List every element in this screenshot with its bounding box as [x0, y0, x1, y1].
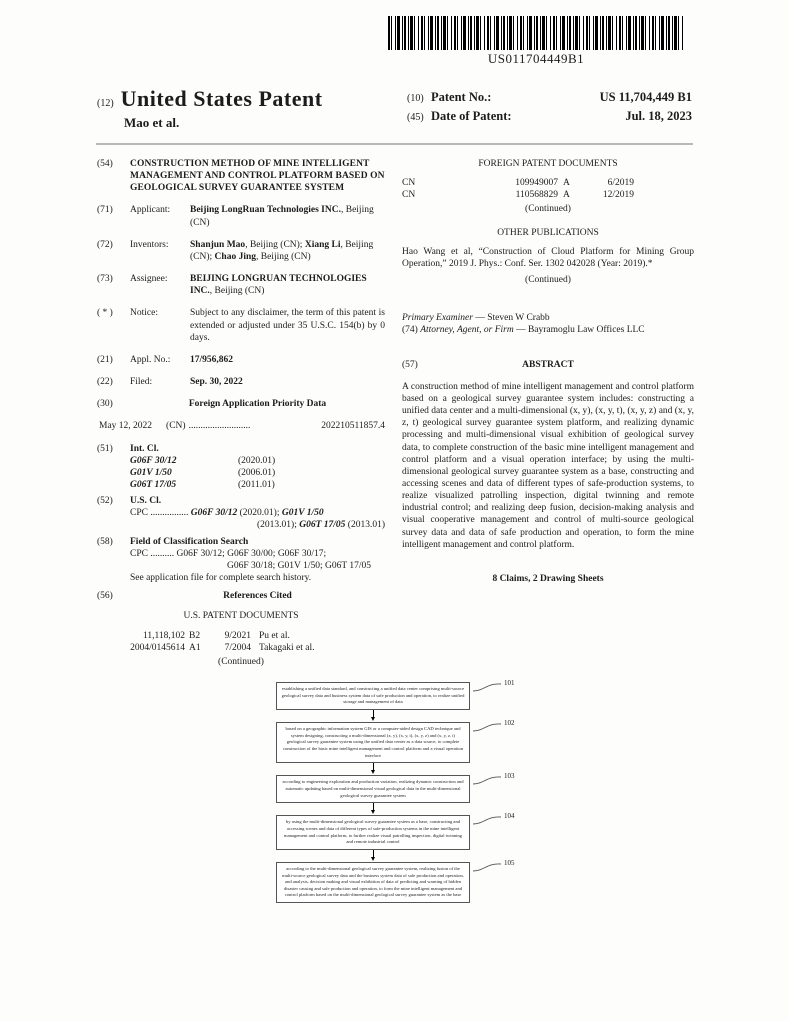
us-patent-docs-heading: U.S. PATENT DOCUMENTS: [183, 611, 299, 622]
ref-numeral: 104: [504, 812, 515, 821]
patent-no-value: US 11,704,449 B1: [599, 90, 692, 104]
priority-heading: Foreign Application Priority Data: [188, 399, 327, 410]
date-value: Jul. 18, 2023: [625, 109, 692, 123]
section-code: (56): [97, 591, 113, 602]
ref-number: 109949007: [515, 178, 558, 189]
other-pubs-heading: OTHER PUBLICATIONS: [497, 227, 599, 238]
section-code: (21): [97, 354, 113, 365]
flowchart-ref-104: [473, 813, 515, 825]
section-code: (73): [97, 274, 113, 285]
flowchart-step-102: [276, 718, 515, 763]
us-cl-heading: U.S. Cl.: [130, 496, 162, 507]
attorney-line: [402, 324, 694, 336]
leader-curve: [473, 860, 503, 872]
ref-date: 12/2019: [602, 190, 634, 201]
flowchart-box: according to engineering exploration and production variation, realizing dynamic construction and automatic updating based on multi-dimensional visual geological data in the multi-dimensional geological survey guarantee system: [276, 775, 470, 803]
ref-number: 110568829: [515, 190, 558, 201]
section-code: (54): [97, 159, 113, 169]
priority-dots: ..........................: [188, 421, 251, 432]
cpc-version: (2020.01);: [237, 508, 282, 519]
section-code: (72): [97, 239, 113, 250]
leader-curve: [473, 720, 503, 732]
filed-value: Sep. 30, 2022: [190, 377, 243, 388]
leader-curve: [473, 773, 503, 785]
foreign-patent-documents: [402, 158, 694, 216]
examiner-block: [402, 312, 694, 336]
us-reference-row: [97, 630, 385, 642]
field-search-line2: G06F 30/18; G01V 1/50; G06T 17/05: [226, 560, 371, 571]
inventor-location: , Beijing (CN);: [245, 239, 305, 250]
cpc-class: G06T 17/05: [299, 520, 346, 531]
down-arrow-icon: [276, 710, 470, 722]
attorney-label: Attorney, Agent, or Firm: [420, 325, 514, 336]
field-search-line1: [130, 548, 385, 560]
ref-number: 11,118,102: [142, 630, 185, 641]
cpc-class: G06F 30/12: [190, 508, 238, 519]
section-priority-30: [97, 398, 385, 410]
ref-kind: A: [563, 190, 570, 201]
section-code: (58): [97, 536, 113, 547]
appl-no-value: 17/956,862: [190, 354, 234, 365]
flowchart-step-105: [276, 858, 515, 903]
examiner-name: — Steven W Crabb: [472, 313, 550, 324]
cpc-dots: ..........: [150, 548, 175, 559]
abstract-heading-row: [402, 359, 694, 371]
us-cl-cpc-line2: [130, 519, 385, 531]
invention-title: CONSTRUCTION METHOD OF MINE INTELLIGENT MANAGEMENT AND CONTROL PLATFORM BASED ON GEOLOGICAL SURVEY GUARANTEE SYSTEM: [130, 159, 385, 194]
foreign-reference-row: [402, 189, 694, 201]
inventor-name: Chao Jing: [214, 251, 256, 262]
ref-date: 6/2019: [607, 178, 634, 189]
filed-label: Filed:: [130, 377, 153, 388]
section-code: (71): [97, 205, 113, 216]
flowchart-box: based on a geographic information system GIS or a computer-aided design CAD technique and system designing, constructing a multi-dimensional (x, y), (x, y, t), (x, y, z) and (x, y, z, t) geological survey guarantee system using the unified data center as a data source, to complete construction of the basic mine intelligent management and control platform and a visual operation interface: [276, 722, 470, 763]
ref-kind: B2: [189, 630, 201, 641]
flowchart-step-104: [276, 812, 515, 850]
cpc-classes: G06F 30/12; G06F 30/00; G06F 30/17;: [176, 548, 327, 559]
inventor-location: , Beijing (CN);: [190, 239, 374, 262]
page-title: United States Patent: [120, 86, 323, 111]
date-label: Date of Patent:: [431, 109, 512, 123]
attorney-code: (74): [402, 325, 421, 336]
flowchart-step-103: [276, 772, 515, 803]
section-appl-no-21: [97, 354, 385, 366]
assignee-label: Assignee:: [130, 274, 168, 285]
foreign-docs-heading: FOREIGN PATENT DOCUMENTS: [478, 159, 618, 169]
notice-text: Subject to any disclaimer, the term of this patent is extended or adjusted under 35 U.S.C. 154(b) by 0 days.: [190, 308, 385, 343]
int-cl-entry: [130, 479, 385, 491]
applicant-label: Applicant:: [130, 205, 171, 216]
applicant-location: , Beijing (CN): [190, 205, 374, 228]
ref-numeral: 105: [504, 858, 515, 867]
ref-country: CN: [402, 190, 416, 201]
cpc-class: G01V 1/50: [281, 508, 324, 519]
flowchart-ref-105: [473, 860, 515, 872]
ref-country: CN: [402, 178, 416, 189]
other-publications: [402, 227, 694, 287]
notice-label: Notice:: [130, 308, 158, 319]
section-int-cl-51: [97, 443, 385, 492]
int-cl-version: (2006.01): [238, 467, 276, 478]
inventor-location: , Beijing (CN): [256, 251, 311, 262]
flowchart-step-101: [276, 679, 515, 710]
flowchart-ref-103: [473, 773, 515, 785]
section-code: (22): [97, 377, 113, 388]
section-code: (30): [97, 399, 113, 410]
barcode-image: [388, 16, 684, 50]
foreign-reference-row: [402, 177, 694, 189]
section-code: ( * ): [97, 308, 113, 319]
date-code: (45): [407, 112, 424, 123]
assignee-value: [190, 273, 385, 297]
kind-code: (12): [97, 98, 114, 109]
us-reference-row: [97, 642, 385, 654]
left-column: [97, 158, 385, 668]
ref-kind: A: [563, 178, 570, 189]
section-title-54: [97, 158, 385, 194]
inventor-short-line: Mao et al.: [124, 115, 180, 130]
barcode-block: [388, 16, 684, 67]
barcode-text: US011704449B1: [487, 51, 585, 66]
section-code: (51): [97, 443, 113, 454]
header-right: [407, 86, 692, 131]
int-cl-version: (2020.01): [238, 455, 276, 466]
down-arrow-icon: [276, 763, 470, 775]
claims-line: 8 Claims, 2 Drawing Sheets: [492, 573, 604, 584]
priority-number: 202210511857.4: [321, 421, 385, 432]
flowchart-box: according to the multi-dimensional geological survey guarantee system, realizing fusion of the multi-source geological survey data and the business system data of safe production and operation, and analysis, decision making and visual exhibition of data of predicting and warning of hidden disaster causing and safe production and operation, to form the mine intelligent management and control platform based on the multi-dimensional geological survey guarantee system as the base: [276, 862, 470, 903]
int-cl-entry: [130, 455, 385, 467]
patent-no-label: Patent No.:: [431, 90, 492, 104]
abstract-text: A construction method of mine intelligent management and control platform based on a geological survey guarantee system includes: constructing a unified data center and a multi-dimensional (x, y), (x, y, t), (x, y, z) and (x, y, z, t) geological survey guarantee system platform, and realizing dynamic processing and multi-dimensional visual exhibition of geological survey data, to complete construction of the basic mine intelligent management and control platform and a visual operation interface; by using the multi-dimensional geological survey guarantee system as a base, constructing and accessing scenes and data of different types of safe-production systems, to realize visualized patrolling inspection, digital twinning and remote industrial control; and realizing deep fusion, decision-making analysis and visual cooperative management and control of multi-source geological survey data and data of safe production and operation, to form the mine intelligent management and control platform.: [402, 381, 694, 550]
int-cl-entry: [130, 467, 385, 479]
section-assignee-73: [97, 273, 385, 297]
section-applicant-71: [97, 204, 385, 228]
section-us-cl-52: [97, 495, 385, 531]
section-field-search-58: [97, 536, 385, 585]
int-cl-class: G01V 1/50: [130, 467, 172, 478]
inventor-name: Xiang Li: [304, 239, 341, 250]
patent-no-code: (10): [407, 93, 424, 104]
field-search-heading: Field of Classification Search: [130, 536, 249, 547]
appl-no-label: Appl. No.:: [130, 354, 171, 365]
priority-country: (CN): [166, 421, 186, 432]
us-cl-cpc-line: [130, 507, 385, 519]
int-cl-class: G06T 17/05: [130, 479, 177, 490]
cpc-label: CPC: [130, 508, 148, 519]
flowchart-box: establishing a unified data standard, and constructing a unified data center comprising multi-source geological survey data and business system data of safe production and operation, to realize unified storage and management of data: [276, 682, 470, 710]
inventor-name: Shanjun Mao: [190, 239, 246, 250]
priority-entry: [97, 420, 385, 432]
flowchart-box: by using the multi-dimensional geological survey guarantee system as a base, constructing and accessing scenes and data of different types of safe-production systems in the mine intelligent management and control platform, to further realize visual patrolling inspection, digital twinning and remote industrial control: [276, 815, 470, 850]
us-references-continued: (Continued): [218, 656, 264, 667]
int-cl-heading: Int. Cl.: [130, 443, 159, 454]
attorney-name: — Bayramoglu Law Offices LLC: [513, 325, 645, 336]
other-pubs-continued: (Continued): [525, 275, 571, 286]
ref-numeral: 103: [504, 772, 515, 781]
priority-date: May 12, 2022: [99, 421, 153, 432]
assignee-location: , Beijing (CN): [209, 286, 265, 297]
header-left: [97, 86, 323, 131]
leader-curve: [473, 680, 503, 692]
cpc-dots: ................: [150, 508, 189, 519]
cpc-version: (2013.01): [345, 520, 385, 531]
ref-numeral: 101: [504, 679, 515, 687]
other-pubs-text: Hao Wang et al, “Construction of Cloud Platform for Mining Group Operation,” 2019 J. Phys.: Conf. Ser. 1302 042028 (Year: 2019).*: [402, 246, 694, 269]
foreign-continued: (Continued): [525, 204, 571, 215]
section-notice: [97, 307, 385, 343]
section-filed-22: [97, 376, 385, 388]
inventors-value: [190, 239, 385, 263]
applicant-value: [190, 204, 385, 228]
abstract-heading: ABSTRACT: [522, 359, 574, 370]
leader-curve: [473, 813, 503, 825]
right-column: [402, 158, 694, 668]
ref-date: 7/2004: [224, 642, 251, 653]
ref-name: Pu et al.: [259, 630, 290, 641]
flowchart-ref-102: [473, 720, 515, 732]
section-code: (52): [97, 496, 113, 507]
inventors-label: Inventors:: [130, 239, 169, 250]
examiner-label: Primary Examiner: [402, 313, 473, 324]
drawing-flowchart: [276, 679, 521, 903]
down-arrow-icon: [276, 803, 470, 815]
abstract-code: (57): [402, 359, 418, 370]
primary-examiner-line: [402, 312, 694, 324]
ref-name: Takagaki et al.: [259, 642, 315, 653]
field-search-note: See application file for complete search history.: [130, 573, 312, 584]
applicant-name: Beijing LongRuan Technologies INC.: [190, 205, 341, 216]
cpc-label: CPC: [130, 548, 148, 559]
section-references-56: [97, 590, 385, 602]
ref-numeral: 102: [504, 718, 515, 727]
int-cl-class: G06F 30/12: [130, 455, 177, 466]
int-cl-version: (2011.01): [238, 479, 275, 490]
cpc-version: (2013.01);: [257, 520, 300, 531]
references-heading: References Cited: [223, 591, 292, 602]
ref-number: 2004/0145614: [130, 642, 185, 653]
assignee-name: BEIJING LONGRUAN TECHNOLOGIES INC.: [190, 274, 367, 297]
ref-date: 9/2021: [224, 630, 251, 641]
bibliographic-columns: [0, 145, 789, 668]
flowchart-ref-101: [473, 680, 515, 692]
section-inventors-72: [97, 239, 385, 263]
down-arrow-icon: [276, 850, 470, 862]
ref-kind: A1: [189, 642, 201, 653]
